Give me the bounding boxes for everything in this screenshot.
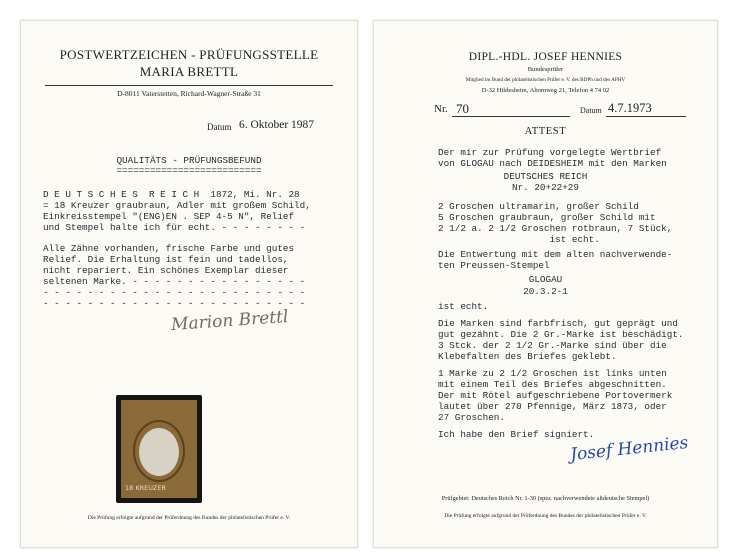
condition-line: nicht repariert. Ein schönes Exemplar dieser bbox=[43, 265, 289, 276]
nr-rule bbox=[452, 116, 570, 117]
findings-line: und Stempel halte ich für echt. - - - - - - - - bbox=[43, 222, 306, 233]
stamp-image bbox=[116, 395, 202, 503]
stamp-list-line: 2 1/2 a. 2 1/2 Groschen rotbraun, 7 Stück, bbox=[438, 223, 673, 234]
condition-line: Relief. Die Erhaltung ist fein und tadellos, bbox=[43, 254, 289, 265]
attest-title: ATTEST bbox=[524, 126, 567, 137]
signed-statement: Ich habe den Brief signiert. bbox=[438, 429, 595, 440]
right-footer-scope: Prüfgebiet: Deutsches Reich Nr. 1-30 (spez. nachverwendete altdeutsche Stempel) bbox=[441, 495, 650, 502]
attest-line: Der mir zur Prüfung vorgelegte Wertbrief bbox=[438, 147, 662, 158]
right-footer-basis: Die Prüfung erfolgte aufgrund der Prüferdnung des Bundes der philatelistischen Prüfer e. V. bbox=[444, 513, 647, 519]
cancellation-text bbox=[438, 249, 672, 271]
condition-line: gut gezähnt. Die 2 Gr.-Marke ist beschädigt. bbox=[438, 329, 684, 340]
condition-line: - - - - - - - - - - - - - - - - - - - - - - - - bbox=[43, 287, 306, 298]
section-title: QUALITÄTS - PRÜFUNGSBEFUND bbox=[116, 155, 262, 166]
left-date-value: 6. Oktober 1987 bbox=[239, 119, 315, 131]
attest-intro bbox=[438, 147, 667, 169]
stamp-list bbox=[438, 201, 672, 245]
condition-line: 3 Stck. der 2 1/2 Gr.-Marke sind über die bbox=[438, 340, 667, 351]
right-header-address: D-32 Hildesheim, Ahornweg 21, Telefon 4 74 02 bbox=[481, 87, 610, 94]
findings-line: D E U T S C H E S R E I C H 1872, Mi. Nr. 28 bbox=[43, 189, 300, 200]
findings-line: Einkreisstempel "(ENG)EN . SEP 4-5 N", Relief bbox=[43, 211, 295, 222]
right-header-title: Bundesprüfer bbox=[527, 66, 564, 73]
left-date-label: Datum bbox=[207, 122, 232, 132]
postmark-date: 20.3.2-1 bbox=[523, 286, 568, 297]
left-header-line2: MARIA BRETTL bbox=[139, 64, 239, 79]
left-certificate bbox=[20, 20, 358, 548]
left-address: D-8011 Vaterstetten, Richard-Wagner-Straße 31 bbox=[117, 89, 261, 98]
postmark-town: GLOGAU bbox=[528, 274, 563, 285]
right-signature: Josef Hennies bbox=[569, 432, 690, 466]
dr-number: Nr. 20+22+29 bbox=[512, 182, 579, 193]
stamp-list-line: ist echt. bbox=[438, 234, 600, 245]
cancellation-line: Die Entwertung mit dem alten nachverwende- bbox=[438, 249, 673, 260]
right-date-label: Datum bbox=[580, 106, 602, 115]
dr-title: DEUTSCHES REICH bbox=[503, 171, 588, 182]
stamp-list-line: 5 Groschen graubraun, großer Schild mit bbox=[438, 212, 656, 223]
right-header-membership: Mitglied im Bund der philatelistischen Prüfer e. V. des BDPh und des APHV bbox=[465, 77, 626, 83]
postmark-ring bbox=[133, 420, 185, 482]
condition-line: Klebefalten des Briefes geklebt. bbox=[438, 351, 617, 362]
stamp-list-line: 2 Groschen ultramarin, großer Schild bbox=[438, 201, 639, 212]
portovermerk-text bbox=[438, 368, 672, 423]
condition-line: Die Marken sind farbfrisch, gut geprägt und bbox=[438, 318, 678, 329]
right-header-name: DIPL.-HDL. JOSEF HENNIES bbox=[468, 51, 623, 63]
findings-line: = 18 Kreuzer graubraun, Adler mit großem Schild, bbox=[43, 200, 311, 211]
stamp-value-text: 18 KREUZER bbox=[125, 484, 166, 492]
condition-block bbox=[43, 243, 305, 309]
condition-line: Alle Zähne vorhanden, frische Farbe und gutes bbox=[43, 243, 295, 254]
portovermerk-line: lautet über 270 Pfennige, März 1873, oder bbox=[438, 401, 667, 412]
findings-block bbox=[43, 189, 311, 233]
condition-text bbox=[438, 318, 683, 362]
ist-echt: ist echt. bbox=[438, 301, 489, 312]
portovermerk-line: 27 Groschen. bbox=[438, 412, 505, 423]
left-header-line1: POSTWERTZEICHEN - PRÜFUNGSSTELLE bbox=[59, 47, 319, 62]
left-footer: Die Prüfung erfolgte aufgrund der Prüferdnung des Bundes der philatelistischen Prüfer e. V. bbox=[87, 515, 291, 521]
portovermerk-line: mit einem Teil des Briefes abgeschnitten. bbox=[438, 379, 667, 390]
nr-value: 70 bbox=[456, 101, 469, 116]
left-signature: Marion Brettl bbox=[170, 306, 290, 336]
cancellation-line: ten Preussen-Stempel bbox=[438, 260, 550, 271]
condition-line: - - - - - - - - - - - - - - - - - - - - - - - - bbox=[43, 298, 306, 309]
attest-line: von GLOGAU nach DEIDESHEIM mit den Marken bbox=[438, 158, 667, 169]
stamp-face bbox=[121, 400, 197, 498]
portovermerk-line: 1 Marke zu 2 1/2 Groschen ist links unten bbox=[438, 368, 667, 379]
right-date-value: 4.7.1973 bbox=[608, 101, 652, 115]
section-underline: ========================== bbox=[116, 165, 262, 176]
right-certificate bbox=[373, 20, 718, 548]
condition-line: seltenen Marke. - - - - - - - - - - - - - - - - bbox=[43, 276, 306, 287]
date-rule bbox=[606, 116, 686, 117]
left-header-rule bbox=[45, 85, 333, 86]
nr-label: Nr. bbox=[434, 103, 448, 115]
portovermerk-line: Der mit Rötel aufgeschriebene Portovermerk bbox=[438, 390, 673, 401]
